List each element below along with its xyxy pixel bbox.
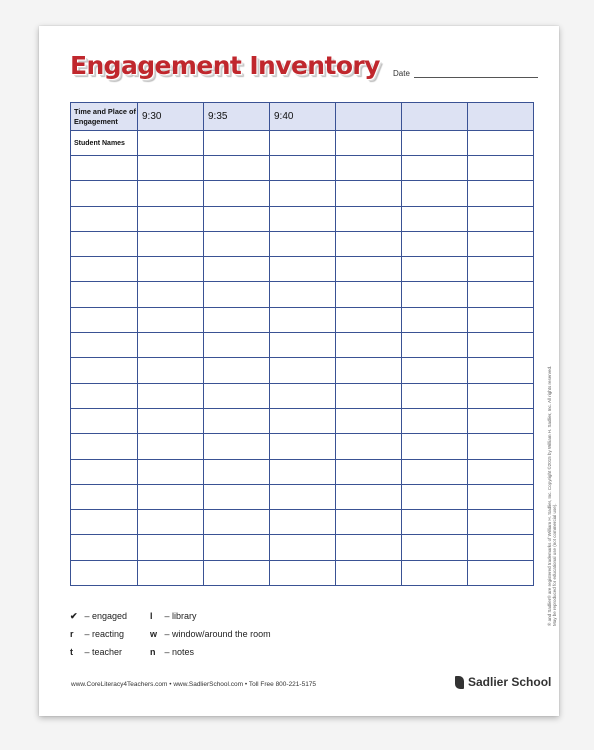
table-cell <box>402 510 468 535</box>
table-row <box>71 257 534 282</box>
legend-text: – library <box>164 611 197 621</box>
table-cell <box>402 257 468 282</box>
table-cell <box>468 358 534 383</box>
table-row <box>71 408 534 433</box>
student-names-cell <box>71 131 138 156</box>
table-cell <box>468 434 534 459</box>
table-cell <box>270 560 336 585</box>
table-cell <box>138 459 204 484</box>
table-cell <box>138 307 204 332</box>
table-cell <box>402 282 468 307</box>
table-cell <box>402 231 468 256</box>
legal-notice <box>547 366 557 626</box>
table-row <box>71 282 534 307</box>
table-cell <box>402 459 468 484</box>
legend-text: – engaged <box>84 611 128 621</box>
table-cell <box>468 459 534 484</box>
table-row <box>71 535 534 560</box>
table-cell <box>468 383 534 408</box>
table-cell <box>204 333 270 358</box>
table-cell <box>270 535 336 560</box>
table-cell <box>402 434 468 459</box>
table-row <box>71 333 534 358</box>
table-cell <box>468 257 534 282</box>
table-cell <box>336 333 402 358</box>
table-cell <box>71 383 138 408</box>
page-title: Engagement Inventory <box>70 51 380 80</box>
table-row <box>71 156 534 181</box>
table-cell <box>402 484 468 509</box>
table-cell <box>138 358 204 383</box>
table-cell <box>468 181 534 206</box>
table-cell <box>270 131 336 156</box>
time-cell <box>270 103 336 131</box>
table-cell <box>204 560 270 585</box>
table-row <box>71 206 534 231</box>
table-cell <box>336 535 402 560</box>
legend-item-window <box>150 629 271 639</box>
student-names-label: Student Names <box>74 139 125 147</box>
worksheet-page <box>39 26 559 716</box>
time-place-label: Time and Place of Engagement <box>74 107 136 126</box>
table-cell <box>270 358 336 383</box>
table-cell <box>138 560 204 585</box>
time-label: 9:30 <box>142 111 162 122</box>
table-cell <box>336 510 402 535</box>
table-cell <box>204 358 270 383</box>
table-cell <box>270 383 336 408</box>
table-cell <box>270 510 336 535</box>
table-cell <box>71 484 138 509</box>
table-cell <box>204 510 270 535</box>
table-cell <box>402 535 468 560</box>
legend-item-library <box>150 611 197 621</box>
table-cell <box>204 307 270 332</box>
table-cell <box>336 307 402 332</box>
table-row <box>71 434 534 459</box>
table-cell <box>270 206 336 231</box>
time-cell <box>204 103 270 131</box>
table-cell <box>71 459 138 484</box>
table-cell <box>138 282 204 307</box>
table-cell <box>270 333 336 358</box>
engagement-table <box>70 102 534 586</box>
table-cell <box>270 408 336 433</box>
table-cell <box>71 408 138 433</box>
table-cell <box>402 307 468 332</box>
table-cell <box>71 257 138 282</box>
table-cell <box>138 383 204 408</box>
time-label: 9:40 <box>274 111 294 122</box>
table-cell <box>204 408 270 433</box>
table-cell <box>468 560 534 585</box>
sadlier-mark-icon <box>455 676 464 689</box>
header-cell-label <box>71 103 138 131</box>
table-row <box>71 231 534 256</box>
legend-symbol: l <box>150 611 153 621</box>
table-cell <box>468 484 534 509</box>
table-cell <box>468 333 534 358</box>
table-cell <box>71 206 138 231</box>
table-cell <box>270 257 336 282</box>
table-cell <box>71 181 138 206</box>
table-cell <box>270 282 336 307</box>
table-cell <box>204 131 270 156</box>
table-cell <box>204 206 270 231</box>
legend-symbol: t <box>70 647 73 657</box>
table-cell <box>138 257 204 282</box>
time-cell <box>468 103 534 131</box>
table-cell <box>71 156 138 181</box>
legend-symbol: ✔ <box>70 611 78 621</box>
table-cell <box>71 560 138 585</box>
table-cell <box>336 383 402 408</box>
table-cell <box>336 131 402 156</box>
table-cell <box>270 484 336 509</box>
table-row <box>71 510 534 535</box>
table-cell <box>336 231 402 256</box>
table-cell <box>270 434 336 459</box>
legend-symbol: w <box>150 629 158 639</box>
table-cell <box>138 408 204 433</box>
table-cell <box>204 156 270 181</box>
table-cell <box>204 231 270 256</box>
table-cell <box>138 333 204 358</box>
table-cell <box>336 560 402 585</box>
table-cell <box>336 257 402 282</box>
table-cell <box>138 231 204 256</box>
legend-text: – reacting <box>84 629 125 639</box>
table-cell <box>336 484 402 509</box>
table-cell <box>468 408 534 433</box>
table-cell <box>468 510 534 535</box>
table-cell <box>402 333 468 358</box>
time-cell <box>138 103 204 131</box>
table-cell <box>402 181 468 206</box>
table-cell <box>336 459 402 484</box>
table-cell <box>336 358 402 383</box>
legal-line-2: May be reproduced for educational use (not commercial use). <box>552 503 557 626</box>
student-names-row <box>71 131 534 156</box>
brand-name: Sadlier School <box>468 675 552 689</box>
table-cell <box>71 358 138 383</box>
table-cell <box>138 484 204 509</box>
table-cell <box>71 535 138 560</box>
table-row <box>71 484 534 509</box>
table-cell <box>204 383 270 408</box>
table-row <box>71 383 534 408</box>
table-cell <box>402 560 468 585</box>
legend-item-teacher <box>70 647 122 657</box>
table-cell <box>402 358 468 383</box>
legend-text: – window/around the room <box>164 629 271 639</box>
table-cell <box>204 484 270 509</box>
table-cell <box>71 282 138 307</box>
header-row <box>71 103 534 131</box>
table-cell <box>402 383 468 408</box>
table-cell <box>71 434 138 459</box>
table-cell <box>270 231 336 256</box>
table-cell <box>468 282 534 307</box>
table-cell <box>138 206 204 231</box>
table-cell <box>204 257 270 282</box>
table-cell <box>468 156 534 181</box>
table-row <box>71 181 534 206</box>
table-row <box>71 307 534 332</box>
table-cell <box>138 535 204 560</box>
legend-text: – teacher <box>84 647 123 657</box>
table-cell <box>402 408 468 433</box>
legend-item-reacting <box>70 629 124 639</box>
table-cell <box>336 156 402 181</box>
time-cell <box>336 103 402 131</box>
legend-item-notes <box>150 647 194 657</box>
table-cell <box>71 307 138 332</box>
table-cell <box>138 181 204 206</box>
table-cell <box>204 459 270 484</box>
table-cell <box>270 156 336 181</box>
footer-links: www.CoreLiteracy4Teachers.com • www.SadlierSchool.com • Toll Free 800-221-5175 <box>71 681 317 688</box>
date-line <box>414 77 538 78</box>
table-cell <box>270 181 336 206</box>
table-cell <box>204 535 270 560</box>
table-cell <box>204 282 270 307</box>
table-cell <box>468 206 534 231</box>
legend-item-engaged <box>70 611 127 622</box>
table-cell <box>336 206 402 231</box>
table-cell <box>336 434 402 459</box>
table-cell <box>138 131 204 156</box>
table-cell <box>204 434 270 459</box>
legend-text: – notes <box>164 647 195 657</box>
table-cell <box>336 282 402 307</box>
table-cell <box>270 459 336 484</box>
table-cell <box>468 535 534 560</box>
time-cell <box>402 103 468 131</box>
table-cell <box>138 156 204 181</box>
legend-symbol: n <box>150 647 156 657</box>
table-cell <box>270 307 336 332</box>
table-cell <box>402 156 468 181</box>
date-label: Date <box>393 69 410 78</box>
table-cell <box>204 181 270 206</box>
table-cell <box>336 181 402 206</box>
table-cell <box>402 131 468 156</box>
table-cell <box>71 510 138 535</box>
table-row <box>71 560 534 585</box>
table-row <box>71 459 534 484</box>
table-cell <box>468 307 534 332</box>
table-cell <box>468 131 534 156</box>
legal-line-1: ® and Sadlier® are registered trademarks of William H. Sadlier, Inc. Copyright ©2015 by William H. Sadlier, Inc. All rights reserved. <box>547 365 552 626</box>
table-cell <box>336 408 402 433</box>
table-cell <box>71 231 138 256</box>
table-cell <box>138 510 204 535</box>
table-cell <box>71 333 138 358</box>
sadlier-logo <box>455 675 551 689</box>
table-cell <box>402 206 468 231</box>
table-row <box>71 358 534 383</box>
time-label: 9:35 <box>208 111 228 122</box>
table-cell <box>468 231 534 256</box>
legend-symbol: r <box>70 629 74 639</box>
table-cell <box>138 434 204 459</box>
